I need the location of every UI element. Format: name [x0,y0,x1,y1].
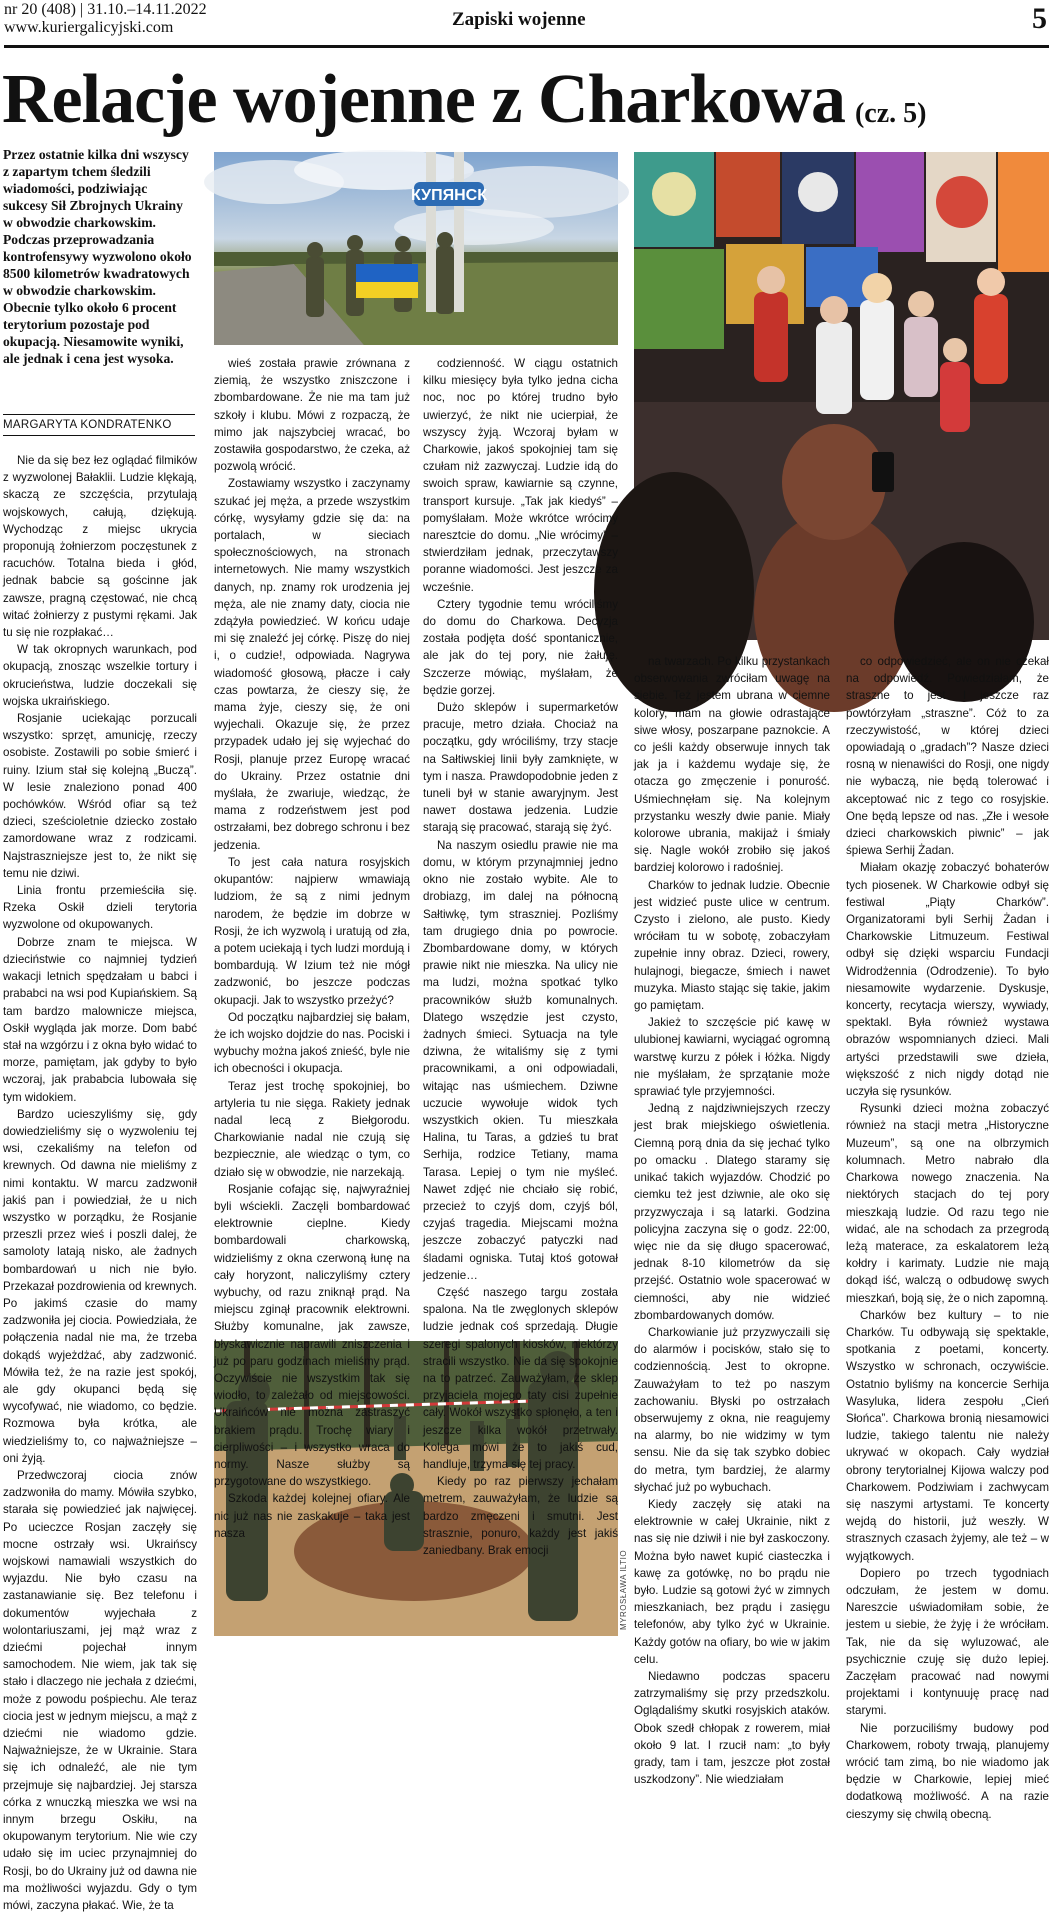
article-paragraph: Dobrze znam te miejsca. W dzieciństwie co najmniej tydzień wakacji letnich spędzałam u babci i prababci na wsi pod Kupiańskiem. Są tam bardzo malownicze miejsca, Oskił wygląda jak morze. Dom babć stał na wzgórzu i z okna było widać to morze, pamiętam, jak gdyby to było wczoraj, jak prababcia lubowała się tym widokiem. [3,935,197,1104]
article-paragraph: Od początku najbardziej się bałam, że ich wojsko dojdzie do nas. Pociski i wybuchy można jakoś znieść, byle nie ich obecności i okupacja. [214,1010,410,1076]
photo-children-stage [634,152,1049,640]
photo-credit: MYROSŁAWA ILTIO [619,1549,628,1630]
headline-title: Relacje wojenne z Charkowa [2,61,845,138]
article-paragraph: wieś została prawie zrównana z ziemią, że wszystko zniszczone i zbombardowane. Że nie ma tam już szkoły i klubu. Mówi z rozpaczą, że mimo jak najszybciej wracać, bo zostawiła gospodarstwo, że czeka, aż pozwolą wrócić. [214,357,410,474]
article-paragraph: Niedawno podczas spaceru zatrzymaliśmy się przy przedszkolu. Oglądaliśmy skutki rosyjskich ataków. Obok szedł chłopak z rowerem, miał około 9 lat. I rzucił nam: „to były grady, tam i tam, jeszcze płot został uszkodzony”. Nie wiedziałam [634,1669,830,1787]
article-paragraph: codzienność. W ciągu ostatnich kilku miesięcy była tylko jedna cicha noc, noc po której trudno było uwierzyć, że nikt nie ucierpiał, że wszyscy żyją. Wczoraj byłam w Charkowie, jakoś spokojniej tam się czułam niż zazwyczaj. Ludzie idą do swoich spraw, kawiarnie są czynne, transport kursuje. „Tak jak kiedyś” – pomyślałam. Może wkrótce wrócimy naresztcie do domu. „Nie wrócimy” – stwierdziłam jednak, przeczytawszy poranne wiadomości. Jest jeszcze za wcześnie. [423,357,618,594]
byline: MARGARYTA KONDRATENKO [3,414,195,436]
photo-kupiansk-illustration [214,152,618,345]
issue-info: nr 20 (408) | 31.10.–14.11.2022 [4,1,207,18]
article-paragraph: Charków to jednak ludzie. Obecnie jest widzieć puste ulice w centrum. Czysto i zielono, ale pusto. Kiedy wróciłam tu w sobotę, zobaczyłam zupełnie inny obraz. Dzieci, rowery, hulajnogi, biegacze, śmiech i nawet muzyka. Miasto stając się takie, jakim go pamiętam. [634,878,830,1013]
article-paragraph: Cztery tygodnie temu wróciliśmy do domu do Charkowa. Decyzja została podjęta dość spontanicznie, ale jak do tej pory, nie żałuję. Szczerze mówiąc, myślałam, że będzie gorzej. [423,597,618,697]
article-paragraph: Dużo sklepów i supermarketów pracuje, metro działa. Chociaż na początku, gdy wróciliśmy, trzy stacje na Sałtiwskiej linii były zamknięte, w tym i nasza. Prawdopodobnie jeden z tuneli był w stanie awaryjnym. Jest naweт dostawa jedzenia. Ludzie starają się pracować, starają się żyć. [423,701,618,835]
article-paragraph: co odpowiedzieć, ale on nie czekał na odpowiedź. Powiedziałam, że straszne to jest. I jeszcze raz powtórzyłam „straszne”. Cóż to za rzeczywistość, w której dzieci opowiadają o „gradach”? Nasze dzieci rosną w nienawiści do Rosji, one nigdy nie wybaczą, nie będą tolerować i akceptować nic z tego co rosyjskie. One będą lepsze od nas. „Złe i wesołe dzieci charkowskich piwnic” – jak śpiewa Serhij Żadan. [846,655,1049,858]
article-paragraph: To jest cała natura rosyjskich okupantów: najpierw wmawiają ludziom, że są z nimi jednym narodem, że będzie im dobrze w Rosji, że ich wyzwolą i uratują od zła, a potem uciekają i tych ludzi mordują i bombardują. W Izium też nie mógł zadzwonić, bo jeszcze podczas okupacji. Jak to wszystko przeżyć? [214,855,410,1007]
website-url: www.kuriergalicyjski.com [4,19,174,36]
article-paragraph: Rosjanie uciekając porzucali wszystko: sprzęt, amunicję, rzeczy osobiste. Zostawili po sobie śmierć i ruiny. Izium stał się kolejną „Buczą”. W lesie znaleziono ponad 400 pochówków. Wśród ofiar są też dzieci, sześcioletnie dziecko zostało zamordowane wraz z rodzicami. Najstraszniejsze jest to, że nikt się temu nie dziwi. [3,712,197,880]
article-paragraph: Kiedy zaczęły się ataki na elektrownie w całej Ukrainie, nikt z nas się nie dziwił i nie był zaskoczony. Można było nawet kupić ciasteczka i kawę za gotówkę, no bo prądu nie było. Ludzie są gotowi żyć w zimnych mieszkaniach, bez prądu i zasięgu telefonów, aby tylko żyć w Ukrainie. Każdy gotów na ofiary, bo wie w jakim celu. [634,1497,830,1666]
headline-part: (cz. 5) [854,98,927,129]
masthead [4,0,1049,48]
article-paragraph: Część naszego targu została spalona. Na tle zwęglonych sklepów ludzie jednak coś sprzedają. Długie szeregi spalonych kiosków, niektórzy stracili wszystko. Nie da się spokojnie na to patrzeć. Zauważyłam, że sklep przyjaciela mojego taty cisi zupełnie cały. Wokół wszystko spłonęło, a ten i jeszcze kilka wokół przetrwały. Kolega mówi że to jakiś cud, handluje, trzyma się tej pracy. [423,1285,618,1471]
article-paragraph: Rysunki dzieci można zobaczyć również na stacji metra „Historyczne Muzeum”, są one na olbrzymich kolumnach. Metro nabrało dla Charkowa nowego znaczenia. Na niektórych stacjach do tej pory mieszkają ludzie. Od razu tego nie widać, ale na schodach za przegrodą leżą materace, za eskalatorem leżą kołdry i karimaty. Ludzie nie mają dokąd iść, walczą o odbudowę swych mieszkań, boją się, że o nich zapomną. [846,1102,1049,1305]
article-paragraph: Rosjanie cofając się, najwyraźniej byli wściekli. Zaczęli bombardować elektrownie cieplne. Kiedy bombardowali charkowską, widzieliśmy z okna czerwoną łunę na cały horyzont, naliczyliśmy cztery wybuchy, od razu zniknął prąd. Na miejscu zginął pracownik elektrowni. Służby komunalne, jak zawsze, błyskawicznie naprawili zniszczenia i już po paru godzinach mieliśmy prąd. Oczywiście nie wszystkim tak się wiodło, to zależało od miejscowości. Ukraińców nie można zastraszyć brakiem prądu. Trochę wiary i cierpliwości – i wszystko wraca do normy. Nasze służby są przygotowane do wszystkiego. [214,1182,410,1489]
article-paragraph: Na naszym osiedlu prawie nie ma domu, w którym przynajmniej jedno okno nie zostało wybite. Ale to drobiazg, im dalej na północną Sałtiwkę, tym straszniej. Pozliśmy tam drugiego dnia po powrocie. Zbombardowane domy, w których prawie nikt nie mieszka. Na ulicy nie ma ludzi, można spotkać tylko pracowników służb komunalnych. Dlatego wszędzie jest czysto, żadnych śmieci. Sytuacja na tyle dziwna, że witaliśmy się z tymi pracownikami, a oni odpowiadali, witając nas uśmiechem. Dziwne uczucie wywołuje widok tych wszystkich okien. Tu mieszkała Halina, tu Taras, a gdzieś tu brat Serhija, rodzice Tetiany, mama Tarasa. Lepiej o tym nie myśleć. Nawet zdjęć nie chciało się robić, przecież to czyjś dom, czyjś ból, czyjaś tragedia. Miejscami można jeszcze zobaczyć patyczki nad śladami ogniska. Tutaj ktoś gotował jedzenie… [423,838,618,1282]
article-paragraph: Zostawiamy wszystko i zaczynamy szukać jej męża, a przede wszystkim córkę, wysyłamy gdzie się da: na portalach, w sieciach społecznościowych, na stronach internetowych. Nie mamy wszystkich danych, np. znamy rok urodzenia jej męża, ale nie znamy daty, ciocia nie zdążyła powiedzieć. W końcu udaje mi się znaleźć jej córkę. Piszę do niej i, o cudzie!, odpowiada. Nagrywa wiadomość głosową, płacze i cały czas powtarza, że cieszy się, że mama żyje, cieszy się, że oni wyjechali. Okazuje się, że przez przypadek udało jej się wyjechać do Rosji, planuje przez Europę wracać do Ukrainy. Przez ostatnie dni myślała, że zwariuje, wiedząc, że mama z rodzeństwem jest pod ostrzałami, bez dobrego schronu i bez jedzenia. [214,477,410,852]
article-column-5 [846,653,1049,1821]
article-column-3 [423,355,618,1558]
article-paragraph: Kiedy po raz pierwszy jechałam metrem, zauważyłam, że ludzie są bardzo zmęczeni i smutni. Jest strasznie, ponuro, każdy jest jakiś zaniedbany. Brak emocji [423,1475,618,1558]
article-paragraph: Bardzo ucieszyliśmy się, gdy dowiedzieliśmy się o wyzwoleniu tej wsi, czekaliśmy na telefon od krewnych. Od dawna nie mieliśmy z nimi kontaktu. W marcu zadzwonił jakiś pan i powiedział, że u nich wszystko w porządku, że Rosjanie przeszli przez wieś i poszli dalej, że samoloty latają nisko, ale żadnych bombardowań u nich nie było. Przekazał pozdrowienia od krewnych. Po jakimś czasie do mamy zadzwoniła jej ciocia. Powiedziała, że połączenia nadal nie ma, że trzeba dokądś wyjeżdżać, aby zadzwonić. Mówiła też, że na razie jest spokój, ale gdy okupanci będą się wycofywać, nie wiadomo, co będzie. Rozmowa była krótka, ale wiedzieliśmy to, co najważniejsze – oni żyją. [3,1107,197,1465]
article-column-2 [214,355,410,1540]
article-paragraph: Charków bez kultury – to nie Charków. Tu odbywają się spektakle, spotkania z poetami, koncerty. Wszystko w schronach, oczywiście. Ostatnio byliśmy na koncercie Serhija Wasyluka, lidera zespołu „Cień Słońca”. Charkowa bronią niesamowici ludzie, takiego talentu nie należy ukrywać w okopach. Cały wydział obrony terytorialnej Kijowa walczy pod Charkowem. Podziwiam i zachwycam się naszymi artystami. Te koncerty wejdą do historii, już weszły. W strasznych czasach żyjemy, ale też – w wyjątkowych. [846,1308,1049,1563]
photo-stage-illustration [634,152,1049,640]
headline [2,60,1047,140]
article-paragraph: Miałam okazję zobaczyć bohaterów tych piosenek. W Charkowie odbył się festiwal „Piąty Charków”. Organizatorami byli Serhij Żadan i Charkowskie Litmuzeum. Festiwal odbył się dzięki wsparciu Fundacji Widrodżennia (Odrodzenie). To było niesamowite wydarzenie. Dyskusje, koncerty, recytacja wierszy, wywiady, spektakl. Była również wystawa obrazów wspomnianych dzieci. Mali artyści przedstawili swe dzieła, większość z nich nigdy dotąd nie uczyła się rysunków. [846,861,1049,1099]
article-paragraph: Szkoda każdej kolejnej ofiary. Ale nic już nas nie zaskakuje – taka jest nasza [214,1492,410,1540]
lead-paragraph: Przez ostatnie kilka dni wszyscy z zapartym tchem śledzili wiadomości, podziwiając sukcesy Sił Zbrojnych Ukrainy w obwodzie charkowskim. Podczas przeprowadzania kontrofensywy wyzwolono około 8500 kilometrów kwadratowych w obwodzie charkowskim. Obecnie tylko około 6 procent terytorium pozostaje pod okupacją. Niesamowite wyniki, ale jednak i cena jest wysoka. [3,147,192,366]
article-paragraph: Linia frontu przemieściła się. Rzeka Oskił dzieli terytoria wyzwolone od okupowanych. [3,884,197,932]
sign-text: КУПЯНСК [411,187,487,204]
article-paragraph: Teraz jest trochę spokojniej, bo artyleria tu nie sięga. Rakiety jednak nadal lecą z Biełgorodu. Charkowianie nadal nie czują się bezpiecznie, ale wiedząc o tym, co działo się w obwodzie, nie narzekają. [214,1079,410,1179]
article-paragraph: Jedną z najdziwniejszych rzeczy jest brak miejskiego oświetlenia. Ciemną porą dnia da się jechać tylko po omacku . Dlatego staramy się unikać takich wyjazdów. Chodzić po ciemku też jest dziwnie, ale oko się przyzwyczaja i są latarki. Godzina policyjna zaczyna się o godz. 22:00, więc nie da się długo spacerować, jednak 8-10 kilometrów da się przejść. Ostatnio wole spacerować w ciemności, aby nie widzieć zbombardowanych domów. [634,1102,830,1322]
article-paragraph: na twarzach. Po kilku przystankach obserwowania zwróciłam uwagę na siebie. Też jestem ubrana w ciemne kolory, mam na głowie odrastające siwe włosy, poszarpane paznokcie. A co jeśli każdy obserwuje innych tak jak ja i każdemu wydaje się, że otacza go zmęczenie i ponurość. Uśmiechnęłam się. Na kolejnym przystanku weszły dwie panie. Miały kolorowe ubrania, makijaż i śmiały się. Nagle wokół zrobiło się jakoś bardziej kolorowo i radośniej. [634,655,830,875]
article-paragraph: W tak okropnych warunkach, pod okupacją, znosząc wszelkie tortury i okrucieństwa, ludzie doczekali się wojska ukraińskiego. [3,643,197,708]
article-paragraph: Dopiero po trzech tygodniach odczułam, że jestem w domu. Nareszcie uświadomiłam sobie, że jestem u siebie, że żyję i że wróciłam. Tak, nie da się wyluzować, ale psychicznie czuję się dużo lepiej. Zaczęłam pracować nad nowymi projektami i kontynuuję pracę nad starymi. [846,1566,1049,1718]
photo-kupiansk-sign [214,152,618,345]
page-number: 5 [1032,2,1047,35]
section-title: Zapiski wojenne [452,9,586,30]
article-paragraph: Przedwczoraj ciocia znów zadzwoniła do mamy. Mówiła szybko, starała się powiedzieć jak najwięcej. Po ucieczce Rosjan zaczęły się mocne ostrzały wsi. Ukraińscy wojskowi namawiali wszystkich do wyjazdu. Nie było czasu na zastanawianie się. Bez telefonu i dokumentów wyjechała z wolontariuszami, jej mąż wraz z dziećmi pojechał innym samochodem. Nie wiem, jak tak się stało i dlaczego nie jechała z dziećmi, może z powodu pośpiechu. Ale teraz ciocia jest w jednym miejscu, a mąż z dziećmi nie wiadomo gdzie. Najważniejsze, że w Ukrainie. Stara się ich odnaleźć, ale nie tym przejmuje się najbardziej. Jej starsza córka z wnuczką mieszka we wsi na innym brzegu Oskiłu, na okupowanym terytorium. Nie wie czy udało się im uciec przynajmniej do Rosji, bo do Ukrainy już od dawna nie ma możliwości wyjazdu. Gdy o tym mówi, zaczyna płakać. Wie, że ta [3,1468,197,1913]
article-paragraph: Jakież to szczęście pić kawę w ulubionej kawiarni, wyciągać ogromną warstwę kurzu z półek i łóżka. Nigdy nie myślałam, że sprzątanie może sprawiać tyle przyjemności. [634,1016,830,1099]
article-paragraph: Charkowianie już przyzwyczaili się do alarmów i pocisków, stało się to codziennością. Jest to okropne. Zauważyłam to też po naszym zachowaniu. Błyski po ostrzałach obserwujemy z okna, nie reagujemy na alarmy, bo nie widzimy w tym sensu. Nie da się tak szybko dobiec do metra, tym bardziej, że alarmy słychać już po wybuchach. [634,1325,830,1494]
article-column-1 [3,452,197,1913]
article-column-4 [634,653,830,1787]
article-paragraph: Nie da się bez łez oglądać filmików z wyzwolonej Bałaklii. Ludzie klękają, skaczą ze szczęścia, przytulają wojskowych, całują, dziękują. Wychodząc z miejsc ukrycia proponują żołnierzom poczęstunek z racuchów. Totalna bieda i głód, jednak babcie są gościnne jak zawsze, pragną częstować, nie chcą witać żołnierzy z pustymi rękami. Jak tu się nie rozpłakać… [3,454,197,640]
article-paragraph: Nie porzuciliśmy budowy pod Charkowem, roboty trwają, planujemy wrócić tam zimą, bo nie wiadomo jak będzie w Charkowie, lepiej mieć dodatkową możliwość. A na razie cieszymy się chwilą obecną. [846,1721,1049,1821]
